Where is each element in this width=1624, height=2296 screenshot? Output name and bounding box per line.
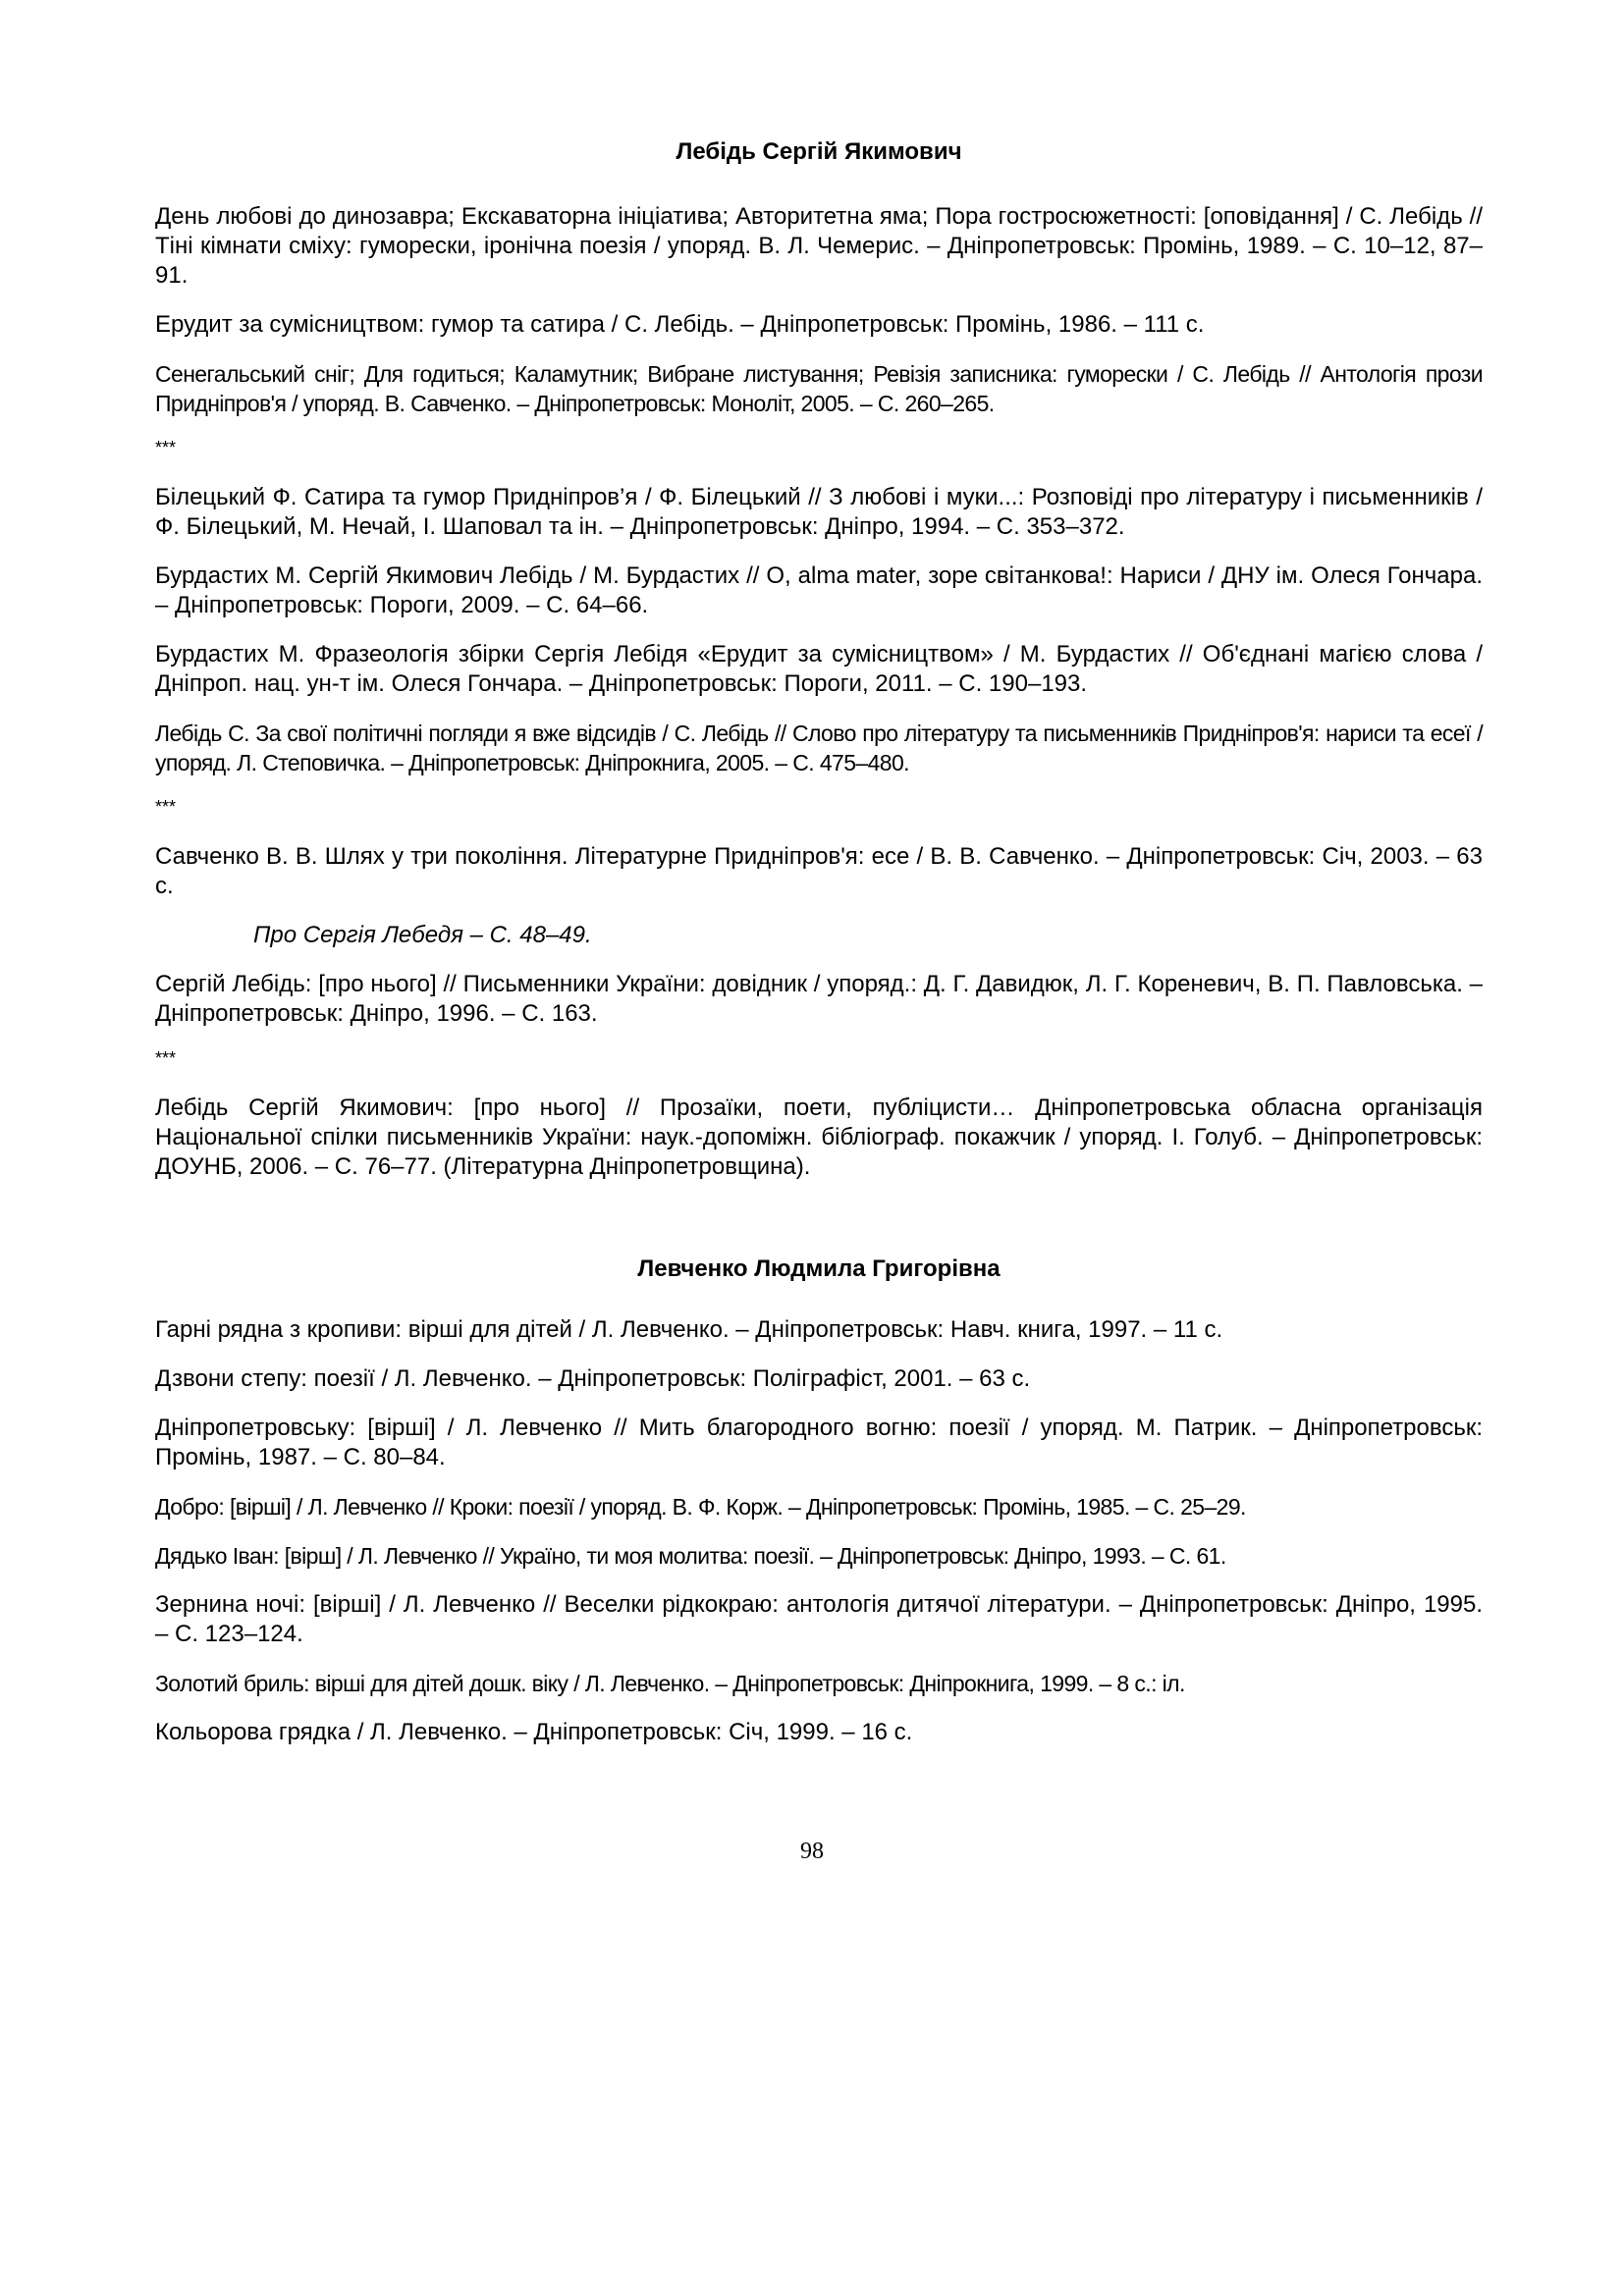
reference-note: Про Сергія Лебедя – С. 48–49. [253,922,592,948]
section-title-levchenko: Левченко Людмила Григорівна [637,1255,1001,1282]
bibliography-entry: Добро: [вірші] / Л. Левченко // Кроки: поезії / упоряд. В. Ф. Корж. – Дніпропетровськ: Промінь, 1985. – С. 25–29. [155,1494,1246,1520]
page-number: 98 [800,1839,824,1864]
bibliography-entry: Кольорова грядка / Л. Левченко. – Дніпропетровськ: Січ, 1999. – 16 с. [155,1719,913,1745]
bibliography-entry: Бурдастих М. Сергій Якимович Лебідь / М. Бурдастих // О, alma mater, зоре світанкова!: Нариси / ДНУ ім. Олеся Гончара. – Дніпропетровськ: Пороги, 2009. – С. 64–66. [155,562,1483,618]
bibliography-entry: Зернина ночі: [вірші] / Л. Левченко // Веселки рідкокраю: антологія дитячої літератури. – Дніпропетровськ: Дніпро, 1995. – С. 123–124. [155,1591,1483,1647]
bibliography-entry: Ерудит за сумісництвом: гумор та сатира / С. Лебідь. – Дніпропетровськ: Промінь, 1986. – 111 с. [155,311,1205,338]
bibliography-entry: Золотий бриль: вірші для дітей дошк. віку / Л. Левченко. – Дніпропетровськ: Дніпрокнига, 1999. – 8 с.: іл. [155,1671,1185,1696]
bibliography-entry: Сенегальський сніг; Для годиться; Каламутник; Вибране листування; Ревізія записника: гуморески / С. Лебідь // Антологія прози Придніпров'я / упоряд. В. Савченко. – Дніпропетровськ: Моноліт, 2005. – С. 260–265. [155,361,1483,416]
bibliography-entry: Гарні рядна з кропиви: вірші для дітей / Л. Левченко. – Дніпропетровськ: Навч. книга, 1997. – 11 с. [155,1316,1223,1343]
bibliography-entry: Савченко В. В. Шлях у три покоління. Літературне Придніпров'я: есе / В. В. Савченко. – Дніпропетровськ: Січ, 2003. – 63 с. [155,843,1483,899]
bibliography-entry: Лебідь Сергій Якимович: [про нього] // Прозаїки, поети, публіцисти… Дніпропетровська обласна організація Національної спілки письменників України: наук.-допоміжн. бібліограф. покажчик / упоряд. І. Голуб. – Дніпропетровськ: ДОУНБ, 2006. – С. 76–77. (Літературна Дніпропетровщина). [155,1095,1483,1180]
separator-stars: *** [155,438,177,457]
bibliography-entry: Дзвони степу: поезії / Л. Левченко. – Дніпропетровськ: Поліграфіст, 2001. – 63 с. [155,1365,1031,1392]
bibliography-entry: День любові до динозавра; Екскаваторна ініціатива; Авторитетна яма; Пора гостросюжетності: [оповідання] / С. Лебідь // Тіні кімнати сміху: гуморески, іронічна поезія / упоряд. В. Л. Чемерис. – Дніпропетровськ: Промінь, 1989. – С. 10–12, 87–91. [155,203,1483,289]
separator-stars: *** [155,797,177,817]
bibliography-entry: Лебідь С. За свої політичні погляди я вже відсидів / С. Лебідь // Слово про літературу та письменників Придніпров'я: нариси та есеї / упоряд. Л. Степовичка. – Дніпропетровськ: Дніпрокнига, 2005. – С. 475–480. [155,721,1483,775]
bibliography-entry: Сергій Лебідь: [про нього] // Письменники України: довідник / упоряд.: Д. Г. Давидюк, Л. Г. Кореневич, В. П. Павловська. – Дніпропетровськ: Дніпро, 1996. – С. 163. [155,971,1483,1027]
section-lebid-body [155,202,1483,1201]
section-levchenko-body [155,1315,1483,1767]
bibliography-entry: Дніпропетровську: [вірші] / Л. Левченко // Мить благородного вогню: поезії / упоряд. М. Патрик. – Дніпропетровськ: Промінь, 1987. – С. 80–84. [155,1415,1483,1470]
bibliography-entry: Білецький Ф. Сатира та гумор Придніпров’я / Ф. Білецький // З любові і муки...: Розповіді про літературу і письменників / Ф. Білецький, М. Нечай, І. Шаповал та ін. – Дніпропетровськ: Дніпро, 1994. – С. 353–372. [155,484,1483,540]
bibliography-entry: Дядько Іван: [вірш] / Л. Левченко // Україно, ти моя молитва: поезії. – Дніпропетровськ: Дніпро, 1993. – С. 61. [155,1543,1226,1569]
bibliography-entry: Бурдастих М. Фразеологія збірки Сергія Лебідя «Ерудит за сумісництвом» / М. Бурдастих // Об'єднані магією слова / Дніпроп. нац. ун-т ім. Олеся Гончара. – Дніпропетровськ: Пороги, 2011. – С. 190–193. [155,641,1483,697]
separator-stars: *** [155,1048,177,1068]
section-title-lebid: Лебідь Сергій Якимович [676,138,962,165]
